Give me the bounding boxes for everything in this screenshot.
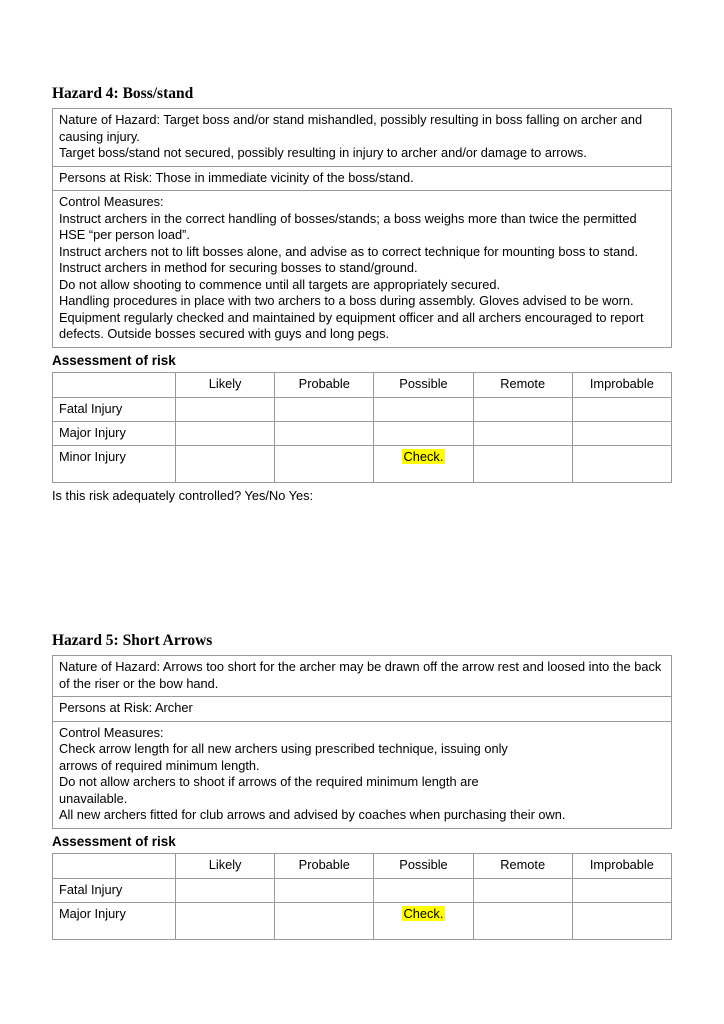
text-line: arrows of required minimum length. (59, 757, 260, 773)
hazard-5-assessment-table (52, 853, 672, 940)
risk-cell (473, 445, 572, 482)
hazard-4-assessment-heading: Assessment of risk (52, 352, 176, 368)
risk-cell (176, 878, 275, 902)
persons-at-risk-row (53, 697, 672, 722)
text-line: Control Measures: (59, 724, 164, 740)
column-header-possible: Possible (374, 853, 473, 878)
control-measures-cell (53, 191, 672, 348)
risk-cell (572, 902, 671, 939)
risk-cell (374, 878, 473, 902)
hazard-4-title: Hazard 4: Boss/stand (52, 85, 194, 102)
risk-cell (275, 878, 374, 902)
persons-at-risk-cell: Persons at Risk: Those in immediate vicinity of the boss/stand. (53, 166, 672, 191)
hazard-4-info-table (52, 108, 672, 348)
risk-cell (572, 397, 671, 421)
column-header-possible: Possible (374, 372, 473, 397)
risk-cell (473, 397, 572, 421)
risk-cell (374, 397, 473, 421)
table-row-fatal-injury (53, 397, 672, 421)
risk-controlled-question: Is this risk adequately controlled? Yes/No Yes: (52, 487, 314, 503)
check-highlight: Check. (403, 905, 444, 921)
control-measures-row (53, 191, 672, 348)
row-label: Major Injury (53, 421, 176, 445)
risk-cell (176, 902, 275, 939)
hazard-5-section (52, 632, 672, 940)
column-header-improbable: Improbable (572, 853, 671, 878)
text-line: Target boss/stand not secured, possibly resulting in injury to archer and/or damage to arrows. (59, 145, 587, 160)
text-line: All new archers fitted for club arrows and advised by coaches when purchasing their own. (59, 807, 566, 822)
risk-cell-checked (374, 902, 473, 939)
risk-cell (275, 902, 374, 939)
row-label: Major Injury (53, 902, 176, 939)
check-highlight: Check. (403, 448, 444, 464)
risk-cell (374, 421, 473, 445)
nature-of-hazard-cell (53, 656, 672, 697)
hazard-4-section (52, 85, 672, 504)
risk-cell (275, 421, 374, 445)
control-measures-cell (53, 721, 672, 828)
risk-cell (473, 902, 572, 939)
risk-cell (176, 397, 275, 421)
row-label: Fatal Injury (53, 878, 176, 902)
text-line: Control Measures: (59, 194, 164, 209)
column-header-remote: Remote (473, 372, 572, 397)
persons-at-risk-row (53, 166, 672, 191)
risk-cell-checked (374, 445, 473, 482)
risk-cell (473, 878, 572, 902)
table-header-row (53, 372, 672, 397)
risk-cell (572, 445, 671, 482)
hazard-4-assessment-table (52, 372, 672, 483)
row-label: Minor Injury (53, 445, 176, 482)
table-row-minor-injury (53, 445, 672, 482)
column-header-empty (53, 372, 176, 397)
hazard-5-info-table (52, 655, 672, 829)
table-row-major-injury (53, 421, 672, 445)
table-row-fatal-injury (53, 878, 672, 902)
text-line: Do not allow archers to shoot if arrows of the required minimum length are (59, 774, 479, 789)
nature-of-hazard-row (53, 109, 672, 167)
text-line: Check arrow length for all new archers using prescribed technique, issuing only (59, 741, 508, 756)
text-line: Instruct archers in method for securing bosses to stand/ground. (59, 260, 418, 275)
row-label: Fatal Injury (53, 397, 176, 421)
text-line: Handling procedures in place with two archers to a boss during assembly. Gloves advised to be worn. (59, 293, 634, 308)
risk-cell (572, 421, 671, 445)
risk-cell (275, 397, 374, 421)
table-header-row (53, 853, 672, 878)
column-header-improbable: Improbable (572, 372, 671, 397)
column-header-remote: Remote (473, 853, 572, 878)
nature-of-hazard-cell (53, 109, 672, 167)
text-line: Nature of Hazard: Target boss and/or stand mishandled, possibly resulting in boss falling on archer and causing injury. (59, 112, 643, 144)
column-header-likely: Likely (176, 372, 275, 397)
text-line: Equipment regularly checked and maintained by equipment officer and all archers encouraged to report defects. Outside bosses secured with guys and long pegs. (59, 309, 644, 341)
risk-cell (176, 445, 275, 482)
hazard-5-title: Hazard 5: Short Arrows (52, 632, 213, 649)
column-header-probable: Probable (275, 853, 374, 878)
text-line: Instruct archers in the correct handling of bosses/stands; a boss weighs more than twice the permitted HSE “per person load”. (59, 210, 637, 242)
risk-cell (473, 421, 572, 445)
nature-of-hazard-row (53, 656, 672, 697)
text-line: unavailable. (59, 790, 128, 806)
table-row-major-injury (53, 902, 672, 939)
column-header-likely: Likely (176, 853, 275, 878)
column-header-empty (53, 853, 176, 878)
risk-cell (572, 878, 671, 902)
text-line: Nature of Hazard: Arrows too short for the archer may be drawn off the arrow rest and loosed into the back of the riser or the bow hand. (59, 659, 662, 691)
control-measures-row (53, 721, 672, 828)
text-line: Do not allow shooting to commence until all targets are appropriately secured. (59, 276, 501, 292)
hazard-5-assessment-heading: Assessment of risk (52, 833, 176, 849)
risk-cell (176, 421, 275, 445)
text-line: Instruct archers not to lift bosses alone, and advise as to correct technique for mounting boss to stand. (59, 243, 639, 259)
persons-at-risk-cell: Persons at Risk: Archer (53, 697, 672, 722)
column-header-probable: Probable (275, 372, 374, 397)
risk-cell (275, 445, 374, 482)
